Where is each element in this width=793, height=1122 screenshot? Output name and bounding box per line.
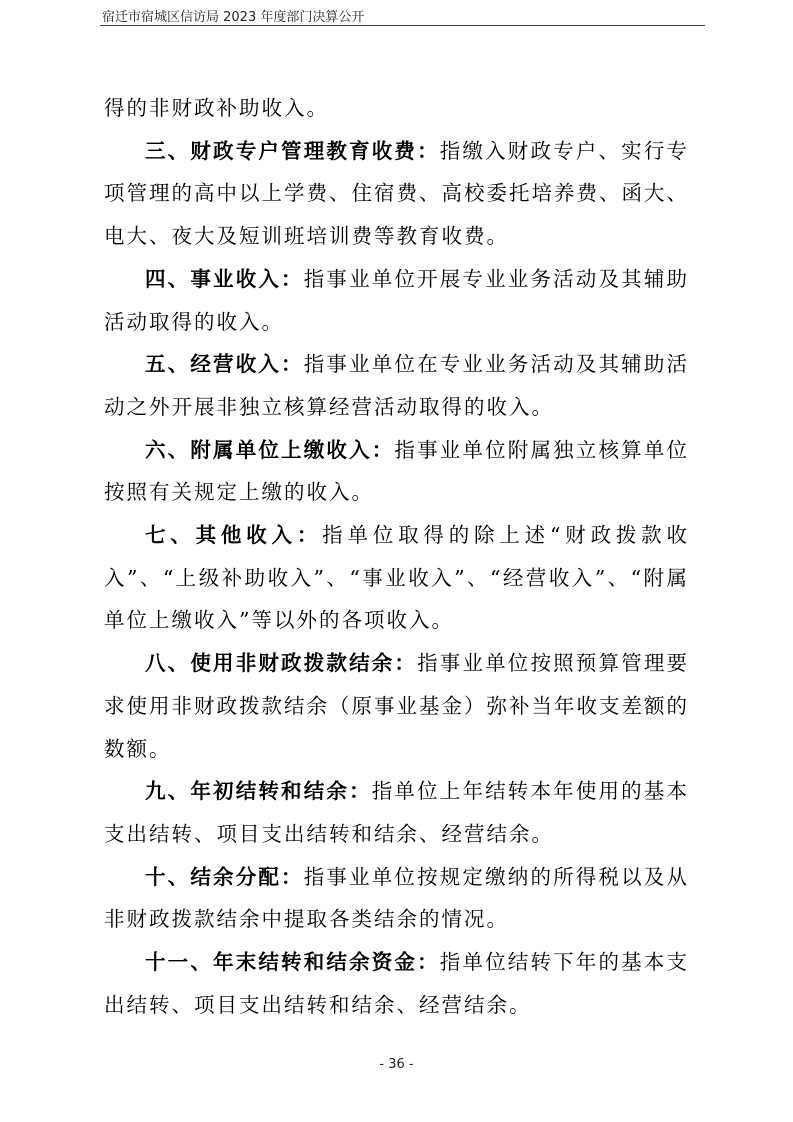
paragraph-other-income [104,514,689,642]
paragraph-affiliate-income [104,429,689,514]
paragraph-opening-balance [104,770,689,855]
paragraph-term: 十一、年末结转和结余资金： [145,950,440,975]
paragraph-business-income [104,258,689,343]
paragraph-surplus-distribution [104,856,689,941]
paragraph-term: 三、财政专户管理教育收费： [145,138,440,163]
paragraph-text: 指事业单位在专业业务活动及其辅助活动之外开展非独立核算经营活动取得的收入。 [104,352,690,419]
paragraph-closing-balance [104,941,689,1026]
header-divider [100,25,705,26]
paragraph-text: 指事业单位按规定缴纳的所得税以及从非财政拨款结余中提取各类结余的情况。 [104,864,690,932]
paragraph-text: 指事业单位开展专业业务活动及其辅助活动取得的收入。 [104,266,690,334]
paragraph-term: 六、附属单位上缴收入： [145,437,395,462]
paragraph-text: 指单位取得的除上述“财政拨款收入”、“上级补助收入”、“事业收入”、“经营收入”、“附属单位上缴收入”等以外的各项收入。 [104,523,689,633]
paragraph-text: 指单位结转下年的基本支出结转、项目支出结转和结余、经营结余。 [104,950,690,1017]
paragraph-text: 指事业单位附属独立核算单位按照有关规定上缴的收入。 [104,437,690,505]
paragraph-term: 四、事业收入： [145,266,304,291]
paragraph-term: 八、使用非财政拨款结余： [145,651,418,676]
paragraph-continued [104,87,689,130]
page-number: - 36 - [379,1057,414,1072]
paragraph-text: 得的非财政补助收入。 [104,96,329,120]
paragraph-education-fees [104,130,689,258]
paragraph-text: 指单位上年结转本年使用的基本支出结转、项目支出结转和结余、经营结余。 [104,779,690,846]
paragraph-non-fiscal-surplus [104,642,689,770]
paragraph-operating-income [104,343,689,428]
document-body [104,87,689,1026]
paragraph-term: 十、结余分配： [145,864,304,889]
paragraph-term: 七、其他收入： [145,523,323,548]
paragraph-text: 指事业单位按照预算管理要求使用非财政拨款结余（原事业基金）弥补当年收支差额的数额。 [104,651,690,761]
paragraph-term: 九、年初结转和结余： [145,779,372,804]
paragraph-term: 五、经营收入： [145,352,304,377]
paragraph-text: 指缴入财政专户、实行专项管理的高中以上学费、住宿费、高校委托培养费、函大、电大、夜大及短训班培训费等教育收费。 [104,138,690,249]
running-header: 宿迁市宿城区信访局 2023 年度部门决算公开 [102,10,365,25]
